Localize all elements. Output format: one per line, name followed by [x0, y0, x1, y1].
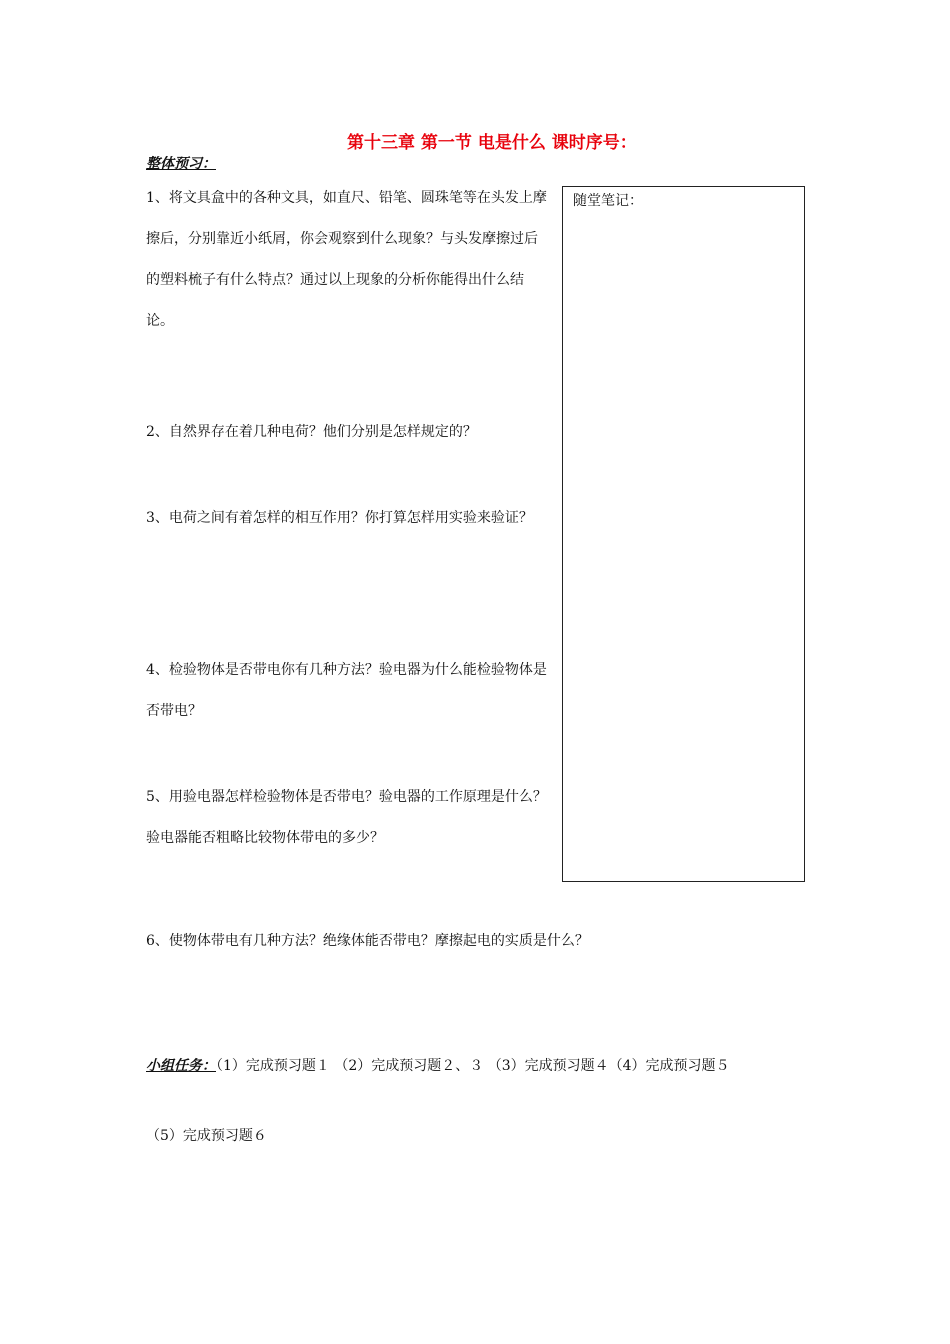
notes-label: 随堂笔记：	[573, 193, 643, 209]
question-1: 1、将文具盒中的各种文具，如直尺、铅笔、圆珠笔等在头发上摩擦后，分别靠近小纸屑，你会观察到什么现象？与头发摩擦过后的塑料梳子有什么特点？通过以上现象的分析你能得出什么结论。	[146, 190, 547, 329]
question-5: 5、用验电器怎样检验物体是否带电？验电器的工作原理是什么？验电器能否粗略比较物体带电的多少？	[146, 789, 547, 846]
question-4: 4、检验物体是否带电你有几种方法？验电器为什么能检验物体是否带电？	[146, 662, 547, 719]
group-task-line2: （5）完成预习题６	[146, 1128, 267, 1144]
group-task-label: 小组任务：	[146, 1058, 216, 1074]
question-3: 3、电荷之间有着怎样的相互作用？你打算怎样用实验来验证？	[146, 510, 533, 526]
group-task-text: （1）完成预习题１ （2）完成预习题２、３ （3）完成预习题４（4）完成预习题５	[216, 1058, 730, 1074]
group-task	[146, 1046, 811, 1086]
preview-section-label: 整体预习：	[146, 156, 216, 172]
notes-box	[562, 186, 805, 882]
question-2: 2、自然界存在着几种电荷？他们分别是怎样规定的？	[146, 424, 477, 440]
page-title: 第十三章 第一节 电是什么 课时序号：	[347, 133, 637, 153]
question-6: 6、使物体带电有几种方法？绝缘体能否带电？摩擦起电的实质是什么？	[146, 933, 589, 949]
